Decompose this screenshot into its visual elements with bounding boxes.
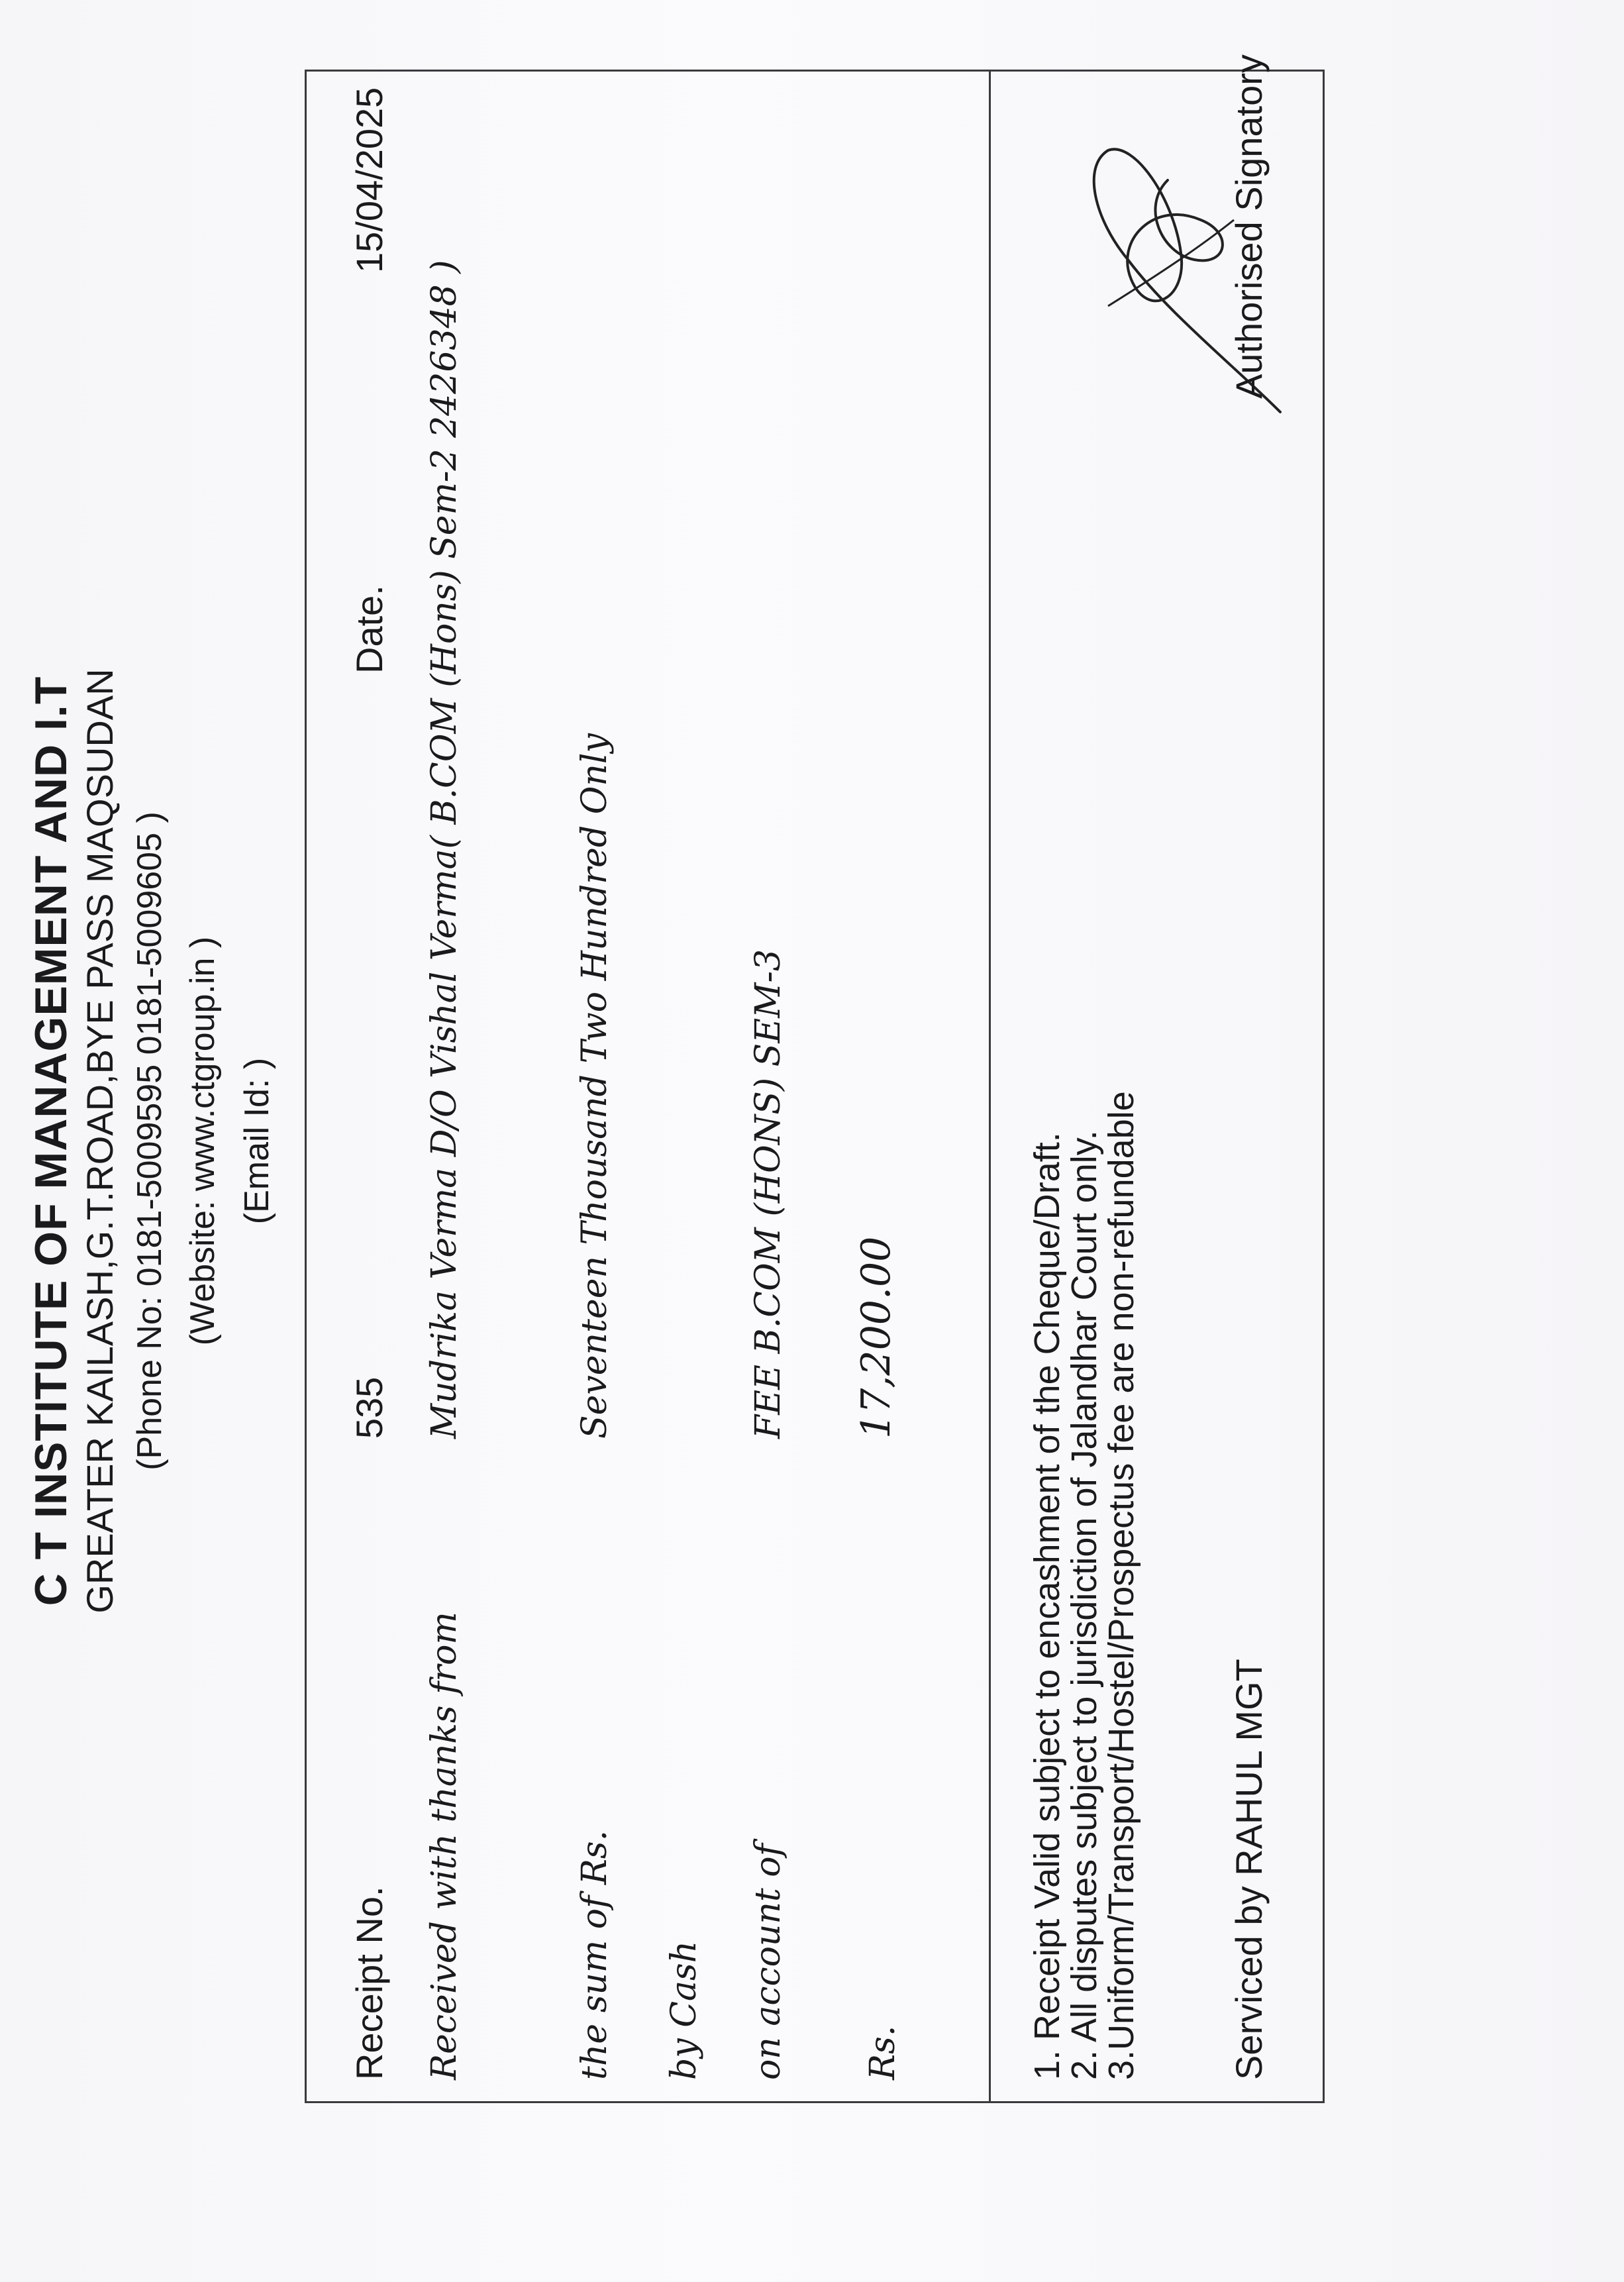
account-of-label: on account of (748, 1843, 788, 2080)
institute-name: C T INSTITUTE OF MANAGEMENT AND I.T (26, 676, 76, 1606)
date-value: 15/04/2025 (348, 87, 390, 273)
authorised-signatory: Authorised Signatory (1228, 54, 1270, 399)
rs-label: Rs. (863, 2025, 903, 2080)
institute-email: (Email Id: ) (238, 1057, 276, 1225)
received-from-value: Mudrika Verma D/O Vishal Verma( B.COM (Hons) Sem-2 2426348 ) (425, 260, 464, 1439)
institute-website: (Website: www.ctgroup.in ) (183, 936, 222, 1346)
sum-in-words: Seventeen Thousand Two Hundred Only (575, 733, 615, 1439)
term-item: 3.Uniform/Transport/Hostel/Prospectus fee are non-refundable (1101, 1091, 1141, 2080)
received-from-label: Received with thanks from (425, 1612, 464, 2080)
terms-list (1029, 1091, 1140, 2080)
institute-phone: (Phone No: 0181-5009595 0181-5009605 ) (130, 811, 169, 1471)
receipt-no-label: Receipt No. (348, 1886, 390, 2080)
sum-label: the sum of Rs. (575, 1830, 615, 2080)
term-item: 1. Receipt Valid subject to encashment of the Cheque/Draft. (1027, 1132, 1067, 2080)
receipt-no-value: 535 (348, 1376, 390, 1439)
serviced-by: Serviced by RAHUL MGT (1228, 1659, 1270, 2080)
institute-address: GREATER KAILASH,G.T.ROAD,BYE PASS MAQSUDAN (79, 668, 121, 1614)
date-label: Date. (348, 585, 390, 674)
receipt-box (305, 54, 1325, 2103)
payment-mode: by Cash (664, 1940, 704, 2080)
account-of-value: FEE B.COM (HONS) SEM-3 (748, 949, 788, 1439)
amount-value: 17,200.00 (853, 1236, 899, 1439)
term-item: 2. All disputes subject to jurisdiction of Jalandhar Court only. (1064, 1130, 1104, 2080)
section-divider (989, 72, 991, 2101)
